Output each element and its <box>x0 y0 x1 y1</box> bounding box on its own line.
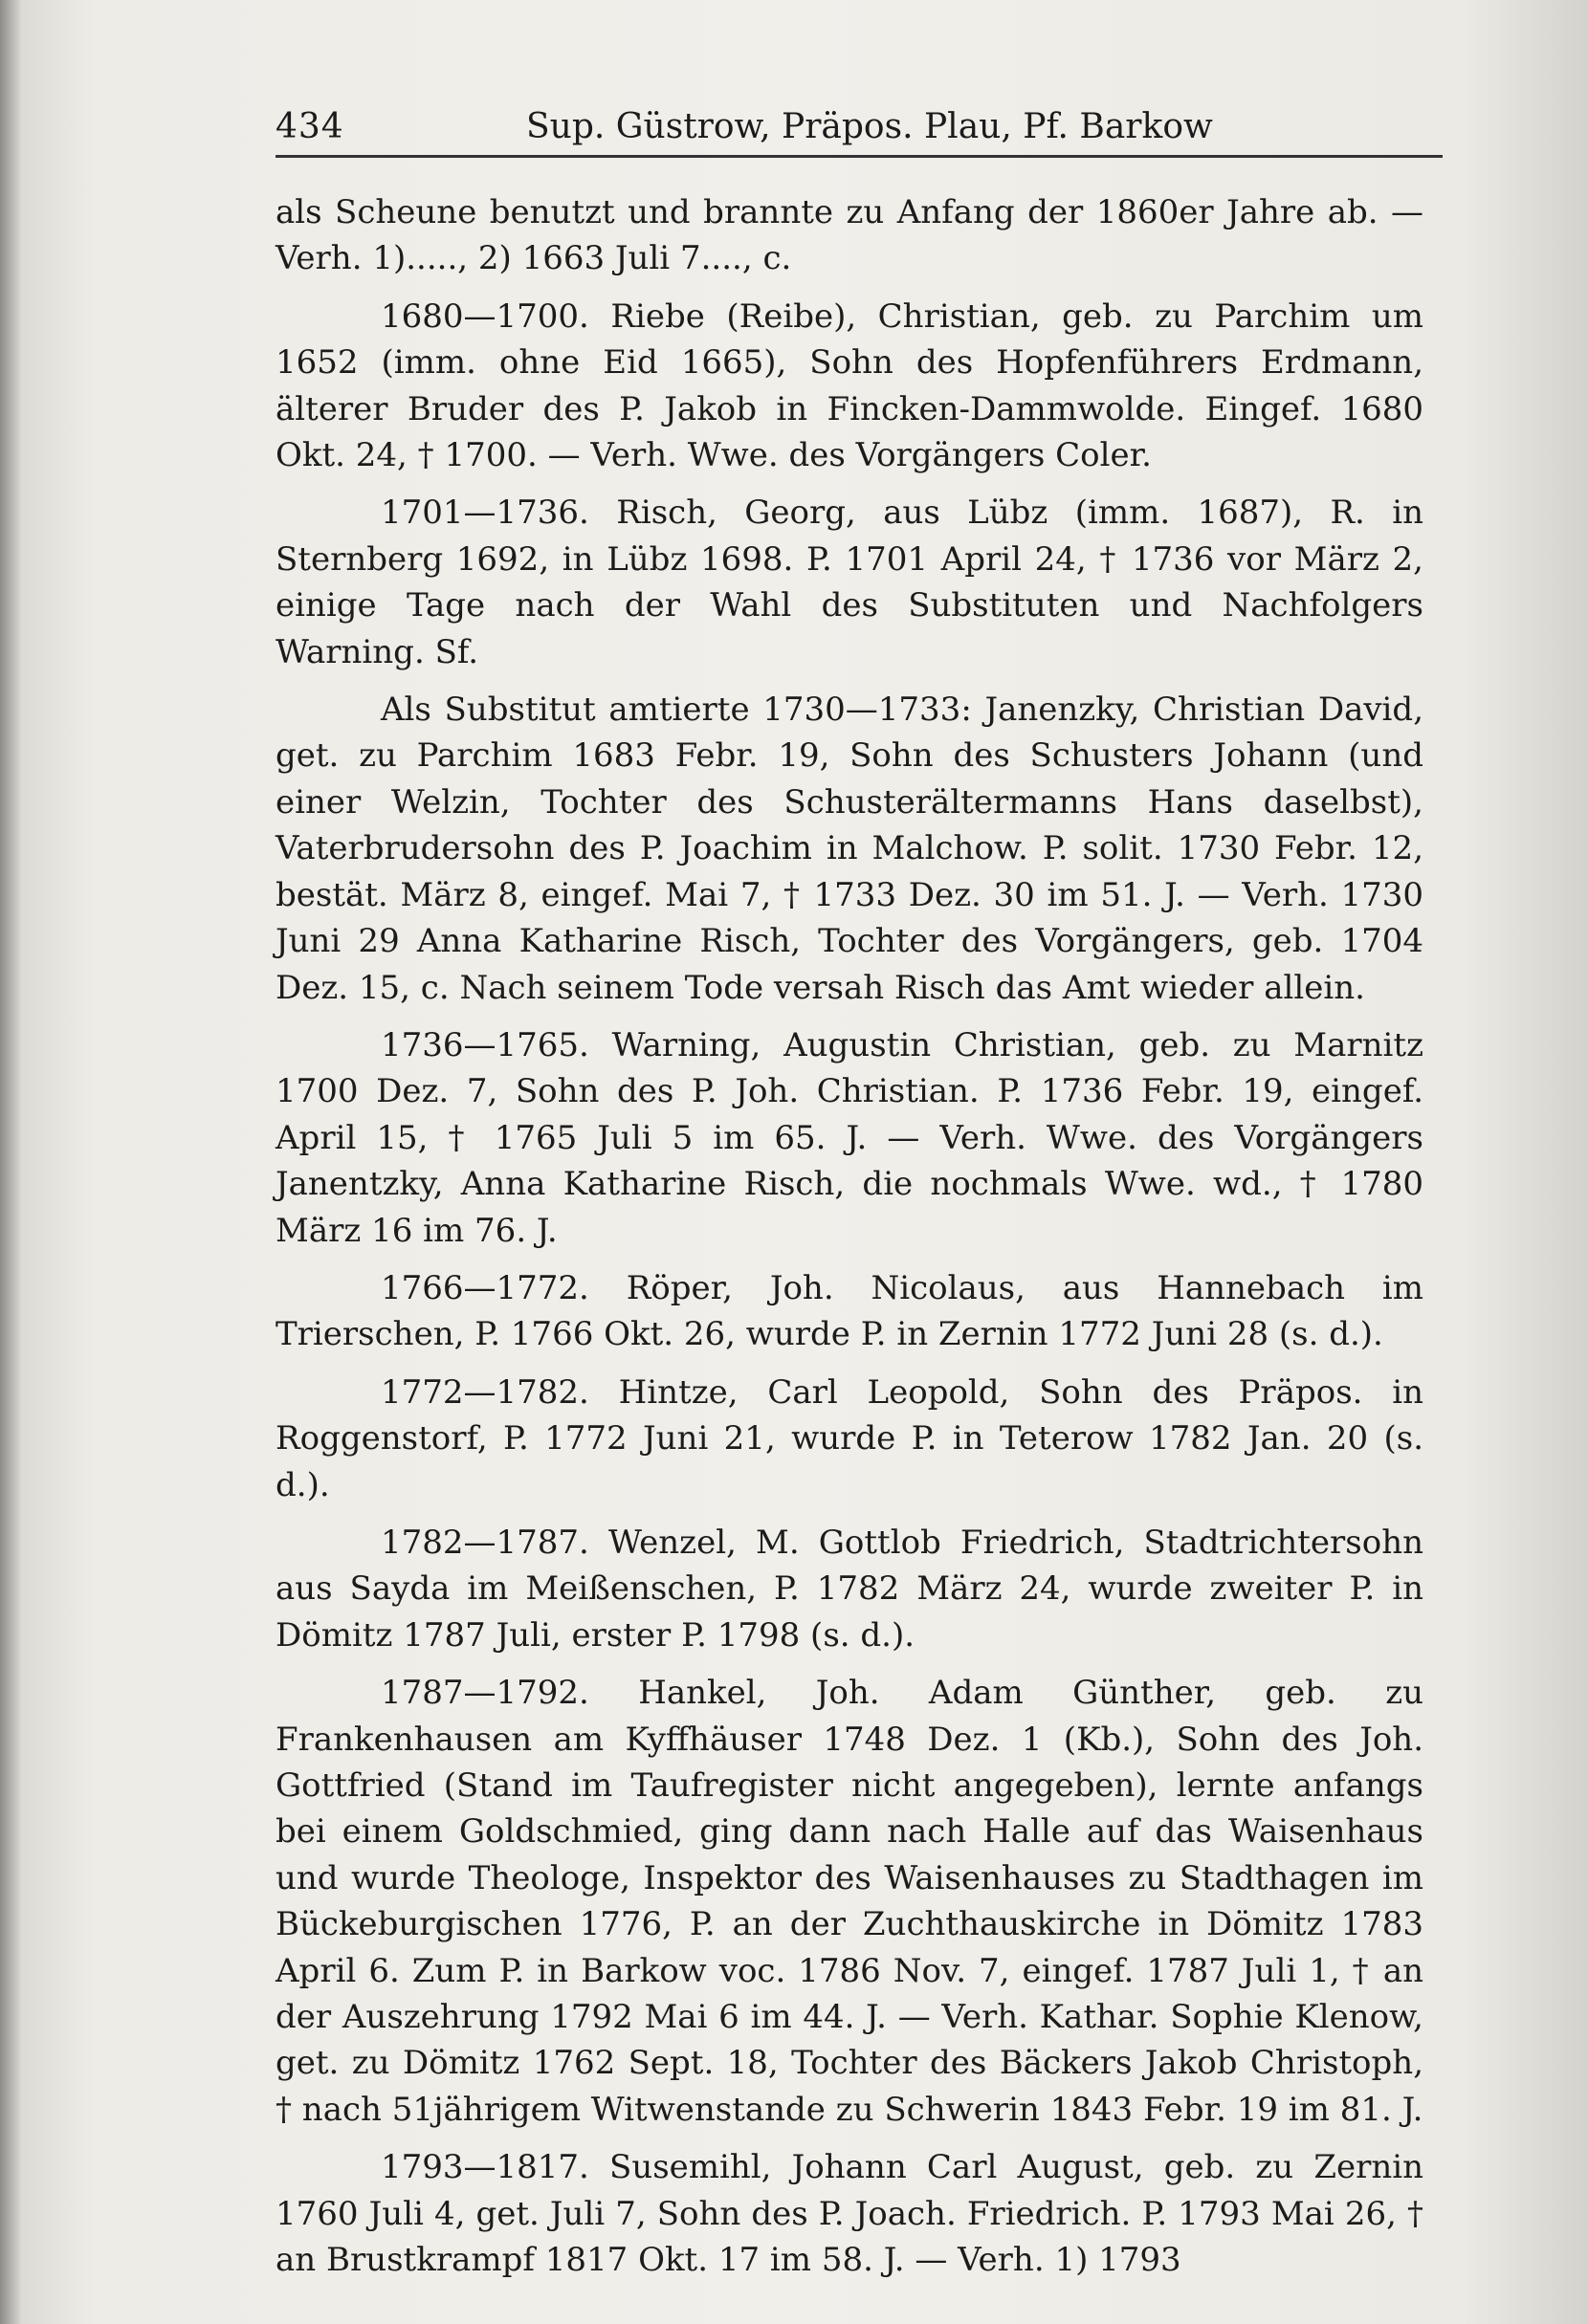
entry-hankel: 1787—1792. Hankel, Joh. Adam Günther, geb. zu Frankenhausen am Kyffhäuser 1748 Dez. 1 (Kb.), Sohn des Joh. Gottfried (Stand im Taufregister nicht angegeben), lernte anfangs bei einem Goldschmied, ging dann nach Halle auf das Waisenhaus und wurde Theologe, Inspektor des Waisenhauses zu Stadthagen im Bückeburgischen 1776, P. an der Zuchthauskirche in Dömitz 1783 April 6. Zum P. in Barkow voc. 1786 Nov. 7, eingef. 1787 Juli 1, † an der Auszehrung 1792 Mai 6 im 44. J. — Verh. Kathar. Sophie Klenow, get. zu Dömitz 1762 Sept. 18, Tochter des Bäckers Jakob Christoph, † nach 51jährigem Witwenstande zu Schwerin 1843 Febr. 19 im 81. J. <box>276 1674 1423 2129</box>
entry-roeper: 1766—1772. Röper, Joh. Nicolaus, aus Hannebach im Trierschen, P. 1766 Okt. 26, wurde P. in Zernin 1772 Juni 28 (s. d.). <box>276 1268 1423 1354</box>
entry-hintze: 1772—1782. Hintze, Carl Leopold, Sohn des Präpos. in Roggenstorf, P. 1772 Juni 21, wurde P. in Teterow 1782 Jan. 20 (s. d.). <box>276 1372 1423 1504</box>
header-rule <box>276 155 1443 158</box>
running-title: Sup. Güstrow, Präpos. Plau, Pf. Barkow <box>526 107 1213 146</box>
entry-risch: 1701—1736. Risch, Georg, aus Lübz (imm. 1687), R. in Sternberg 1692, in Lübz 1698. P. 1701 April 24, † 1736 vor März 2, einige Tage nach der Wahl des Substituten und Nachfolgers Warning. Sf. <box>276 493 1423 671</box>
paragraph-continuation: als Scheune benutzt und brannte zu Anfang der 1860er Jahre ab. — Verh. 1)....., 2) 1663 Juli 7...., c. <box>276 193 1423 278</box>
entry-susemihl: 1793—1817. Susemihl, Johann Carl August, geb. zu Zernin 1760 Juli 4, get. Juli 7, Sohn des P. Joach. Friedrich. P. 1793 Mai 26, † an Brustkrampf 1817 Okt. 17 im 58. J. — Verh. 1) 1793 <box>276 2148 1423 2280</box>
page-number: 434 <box>276 107 344 146</box>
book-spine-shadow <box>0 0 21 2324</box>
entry-riebe: 1680—1700. Riebe (Reibe), Christian, geb. zu Parchim um 1652 (imm. ohne Eid 1665), Sohn des Hopfenführers Erdmann, älterer Bruder des P. Jakob in Fincken-Dammwolde. Eingef. 1680 Okt. 24, † 1700. — Verh. Wwe. des Vorgängers Coler. <box>276 296 1423 475</box>
entry-wenzel: 1782—1787. Wenzel, M. Gottlob Friedrich, Stadtrichtersohn aus Sayda im Meißenschen, P. 1782 März 24, wurde zweiter P. in Dömitz 1787 Juli, erster P. 1798 (s. d.). <box>276 1523 1423 1655</box>
entry-janenzky: Als Substitut amtierte 1730—1733: Janenzky, Christian David, get. zu Parchim 1683 Febr. 19, Sohn des Schusters Johann (und einer Welzin, Tochter des Schusterältermanns Hans daselbst), Vaterbrudersohn des P. Joachim in Malchow. P. solit. 1730 Febr. 12, bestät. März 8, eingef. Mai 7, † 1733 Dez. 30 im 51. J. — Verh. 1730 Juni 29 Anna Katharine Risch, Tochter des Vorgängers, geb. 1704 Dez. 15, c. Nach seinem Tode versah Risch das Amt wieder allein. <box>276 691 1423 1007</box>
running-header <box>276 103 1261 151</box>
entry-warning: 1736—1765. Warning, Augustin Christian, geb. zu Marnitz 1700 Dez. 7, Sohn des P. Joh. Christian. P. 1736 Febr. 19, eingef. April 15, † 1765 Juli 5 im 65. J. — Verh. Wwe. des Vorgängers Janentzky, Anna Katharine Risch, die nochmals Wwe. wd., † 1780 März 16 im 76. J. <box>276 1025 1423 1250</box>
body-text <box>276 189 1423 2283</box>
